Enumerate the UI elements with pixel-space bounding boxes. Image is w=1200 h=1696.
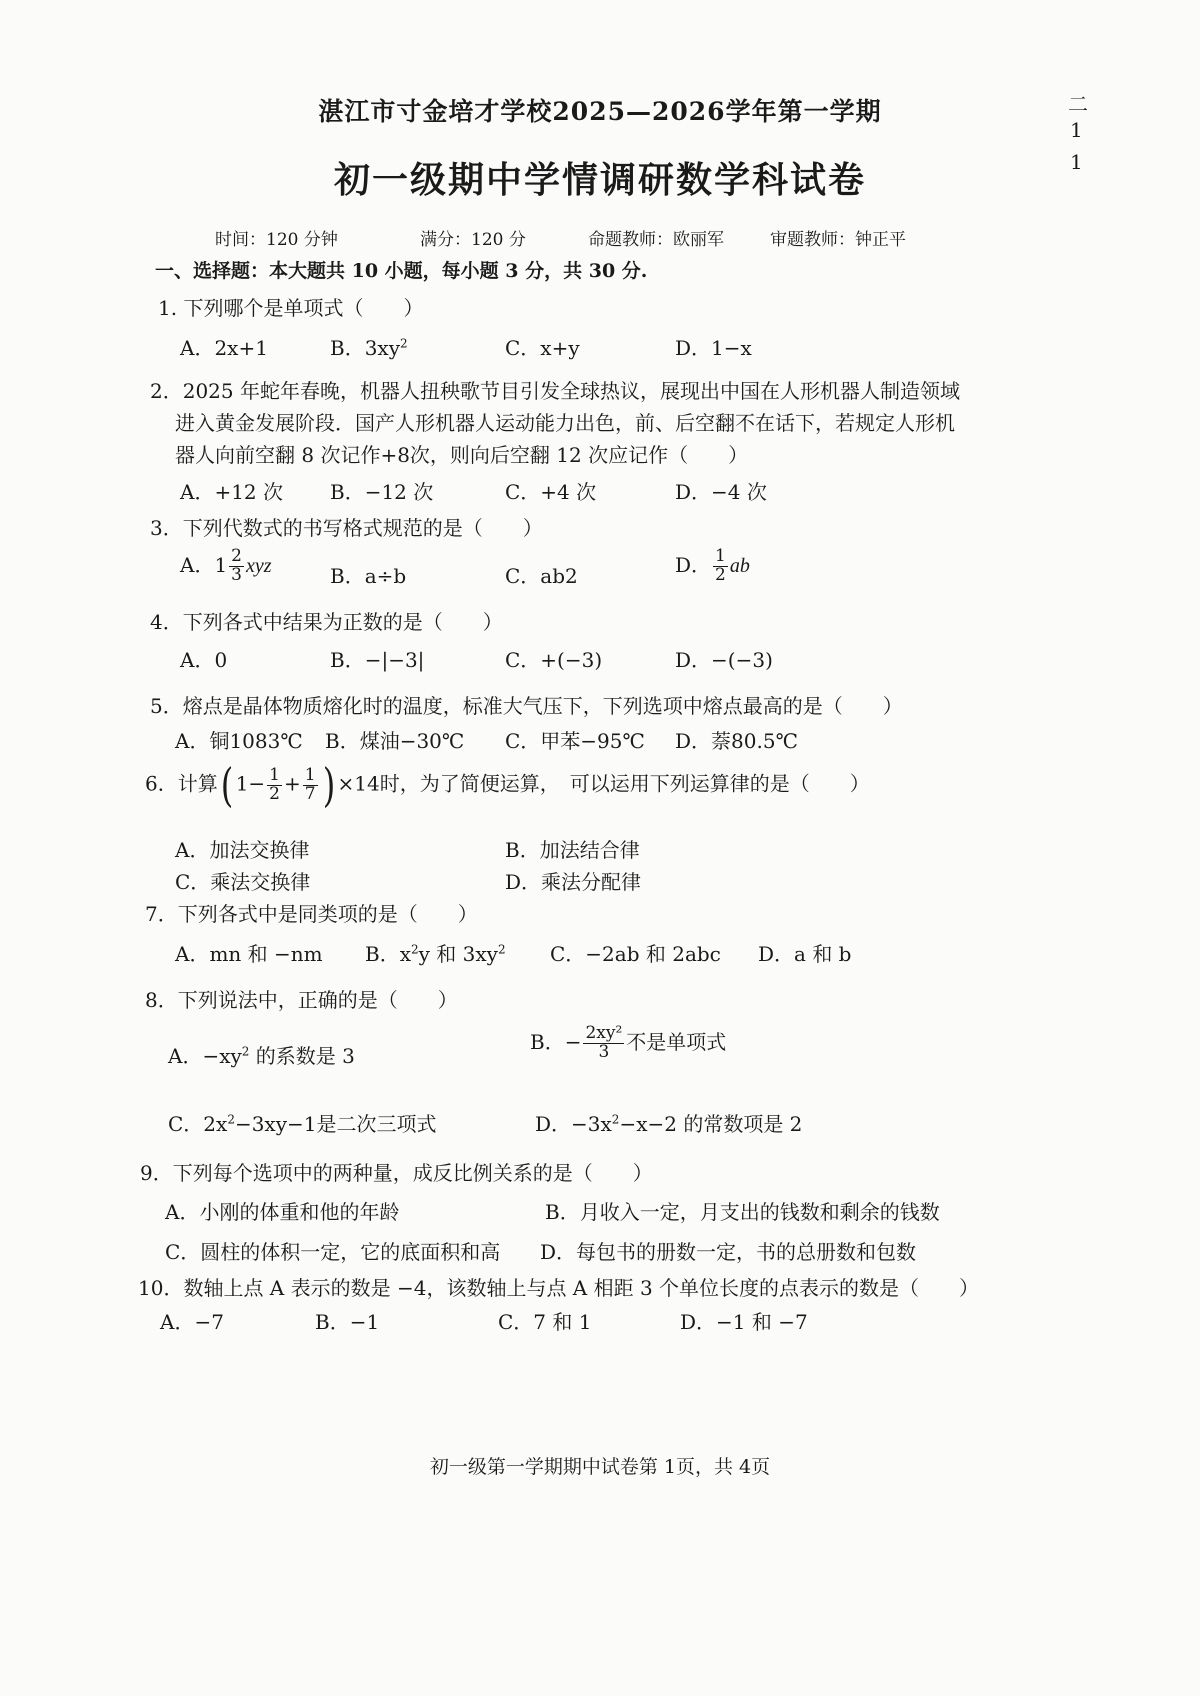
exponent: 2: [497, 942, 506, 957]
edge-mark-1: 二: [1068, 92, 1088, 116]
question-6-option-b: B．加法结合律: [505, 838, 640, 862]
option-d-part-2: −x−2 的常数项是 2: [619, 1112, 803, 1136]
question-3-option-a: [180, 548, 272, 585]
question-1-option-b: [330, 332, 408, 361]
question-10-option-b: B．−1: [315, 1310, 380, 1334]
question-5-option-a: A．铜1083℃: [175, 729, 303, 753]
exponent: 2: [400, 336, 408, 351]
question-4-option-b: B．−|−3|: [330, 648, 425, 672]
question-5-option-c: C．甲苯−95℃: [505, 729, 645, 753]
question-setter: 命题教师：欧丽军: [588, 230, 724, 250]
denominator: 2: [269, 783, 280, 804]
plus-sign: +: [284, 771, 301, 796]
option-c-part-2: −3xy−1是二次三项式: [234, 1112, 437, 1136]
mixed-number-whole: A．1: [180, 552, 228, 577]
exam-time: 时间：120 分钟: [215, 230, 338, 250]
option-d-part-1: D．−3x: [535, 1112, 612, 1136]
question-1-stem: 1. 下列哪个是单项式（ ）: [158, 296, 424, 320]
question-8-option-b: [530, 1025, 726, 1062]
exponent: 2: [241, 1044, 250, 1059]
option-a-part-1: A．−xy: [168, 1044, 242, 1068]
question-3-option-d: [675, 548, 750, 585]
exponent: 2: [611, 1112, 620, 1127]
page-footer: 初一级第一学期期中试卷第 1页，共 4页: [429, 1456, 771, 1478]
option-b-text: B．3xy: [330, 336, 400, 360]
question-2-line-3: 器人向前空翻 8 次记作+8次，则向后空翻 12 次应记作（ ）: [175, 443, 749, 467]
question-4-option-c: C．+(−3): [505, 648, 603, 672]
question-2-line-2: 进入黄金发展阶段．国产人形机器人运动能力出色，前、后空翻不在话下，若规定人形机: [175, 411, 955, 435]
question-5-stem: 5．熔点是晶体物质熔化时的温度，标准大气压下，下列选项中熔点最高的是（ ）: [150, 694, 903, 718]
question-2-option-c: C．+4 次: [505, 480, 597, 504]
question-5-option-b: B．煤油−30℃: [325, 729, 465, 753]
question-2-option-d: D．−4 次: [675, 480, 767, 504]
question-9-option-b: B．月收入一定，月支出的钱数和剩余的钱数: [545, 1200, 940, 1224]
school-title: 湛江市寸金培才学校2025—2026学年第一学期: [318, 97, 882, 126]
fraction: [229, 548, 244, 585]
numerator: 1: [269, 764, 280, 785]
edge-mark-3: 1: [1070, 150, 1083, 174]
variables: ab: [729, 554, 750, 577]
section-heading: 一、选择题：本大题共 10 小题，每小题 3 分，共 30 分.: [155, 260, 648, 282]
question-6-option-d: D．乘法分配律: [505, 870, 642, 894]
question-2-line-1: 2．2025 年蛇年春晚，机器人扭秧歌节目引发全球热议，展现出中国在人形机器人制造领域: [150, 379, 960, 403]
option-b-part-2: y 和 3xy: [418, 942, 498, 966]
fraction: [583, 1025, 624, 1062]
question-6-option-a: A．加法交换律: [175, 838, 310, 862]
right-paren: ): [322, 758, 335, 812]
option-b-prefix: B．−: [530, 1029, 582, 1054]
numerator: 1: [715, 546, 726, 566]
question-8-option-c: [168, 1108, 437, 1137]
question-4-option-d: D．−(−3): [675, 648, 773, 672]
question-8-stem: 8．下列说法中，正确的是（ ）: [145, 988, 458, 1012]
question-4-option-a: A．0: [180, 648, 228, 672]
question-7-option-a: A．mn 和 −nm: [175, 942, 323, 966]
question-3-stem: 3．下列代数式的书写格式规范的是（ ）: [150, 516, 543, 540]
numerator: 2: [231, 546, 242, 566]
option-label: D．: [675, 552, 712, 577]
numerator: 2xy²: [585, 1023, 623, 1043]
question-5-option-d: D．萘80.5℃: [675, 729, 798, 753]
numerator: 1: [304, 764, 316, 785]
question-2-option-a: A．+12 次: [180, 480, 284, 504]
option-a-part-2: 的系数是 3: [249, 1044, 355, 1068]
question-reviewer: 审题教师：钟正平: [770, 230, 906, 250]
fraction: [713, 548, 728, 585]
option-b-part-1: B．x: [365, 942, 411, 966]
exam-title: 初一级期中学情调研数学科试卷: [333, 159, 866, 201]
term-one: 1−: [235, 771, 266, 796]
question-10-stem: 10．数轴上点 A 表示的数是 −4，该数轴上与点 A 相距 3 个单位长度的点表示的数是（ ）: [138, 1276, 980, 1300]
option-c-part-1: C．2x: [168, 1112, 228, 1136]
question-7-stem: 7．下列各式中是同类项的是（ ）: [145, 902, 478, 926]
question-9-option-a: A．小刚的体重和他的年龄: [165, 1200, 400, 1224]
question-6-option-c: C．乘法交换律: [175, 870, 311, 894]
question-10-option-a: A．−7: [160, 1310, 224, 1334]
question-3-option-c: C．ab2: [505, 564, 578, 588]
left-paren: (: [220, 758, 233, 812]
question-1-option-d: D．1−x: [675, 336, 752, 360]
question-10-option-c: C．7 和 1: [498, 1310, 592, 1334]
question-10-option-d: D．−1 和 −7: [680, 1310, 808, 1334]
denominator: 2: [715, 564, 726, 585]
question-8-option-a: [168, 1040, 355, 1069]
variables: xyz: [246, 554, 272, 577]
option-b-suffix: 不是单项式: [626, 1029, 727, 1054]
fraction-half: [267, 764, 282, 804]
question-7-option-c: C．−2ab 和 2abc: [550, 942, 721, 966]
question-9-stem: 9．下列每个选项中的两种量，成反比例关系的是（ ）: [140, 1161, 653, 1185]
question-8-option-d: [535, 1108, 802, 1137]
question-4-stem: 4．下列各式中结果为正数的是（ ）: [150, 610, 503, 634]
denominator: 7: [304, 783, 316, 804]
question-9-option-d: D．每包书的册数一定，书的总册数和包数: [540, 1240, 917, 1264]
fraction-seventh: [303, 764, 318, 804]
question-1-option-c: C．x+y: [505, 336, 580, 360]
denominator: 3: [598, 1041, 610, 1062]
question-3-option-b: B．a÷b: [330, 564, 407, 588]
question-7-option-b: [365, 938, 506, 967]
question-6-stem: [145, 758, 870, 812]
question-9-option-c: C．圆柱的体积一定，它的底面积和高: [165, 1240, 501, 1264]
exponent: 2: [410, 942, 419, 957]
edge-mark-2: 1: [1070, 118, 1083, 142]
question-2-option-b: B．−12 次: [330, 480, 434, 504]
question-7-option-d: D．a 和 b: [758, 942, 852, 966]
question-6-prefix: 6．计算: [145, 771, 218, 796]
full-score: 满分：120 分: [420, 230, 526, 250]
exponent: 2: [227, 1112, 235, 1127]
question-1-option-a: A．2x+1: [180, 336, 268, 360]
question-6-suffix: ×14时，为了简便运算， 可以运用下列运算律的是（ ）: [337, 771, 870, 796]
denominator: 3: [231, 564, 242, 585]
